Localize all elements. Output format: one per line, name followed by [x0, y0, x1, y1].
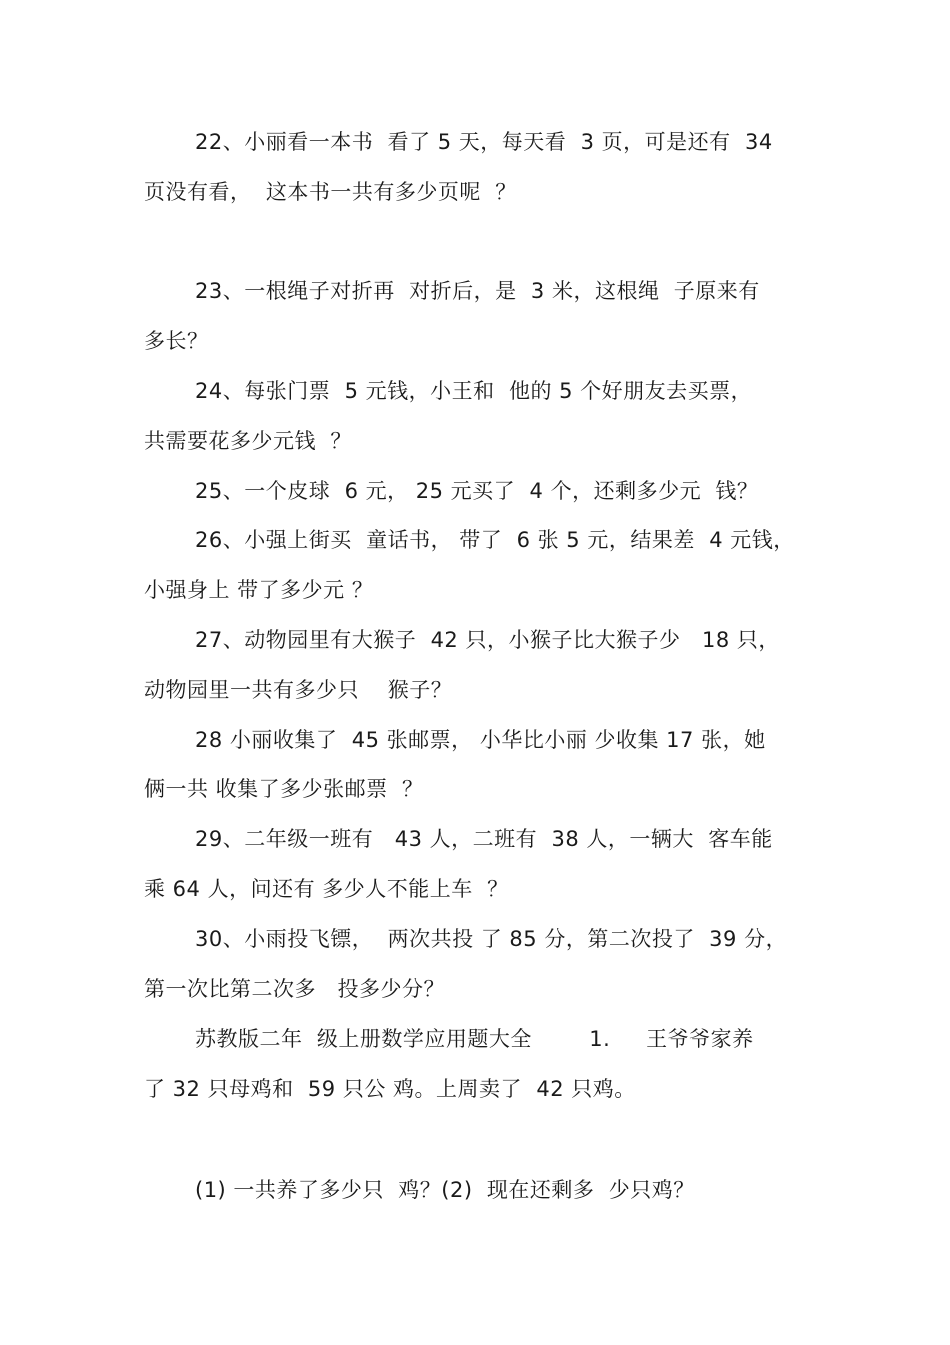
problem-22-line-2: 页没有看， 这本书一共有多少页呢 ？ — [144, 180, 517, 204]
problem-27-line-1: 27、动物园里有大猴子 42 只，小猴子比大猴子少 18 只， — [195, 628, 780, 652]
problem-30-line-1: 30、小雨投飞镖， 两次共投 了 85 分，第二次投了 39 分， — [195, 927, 788, 951]
problem-24-line-1: 24、每张门票 5 元钱，小王和 他的 5 个好朋友去买票， — [195, 379, 753, 403]
problem-30-line-2: 第一次比第二次多 投多少分？ — [144, 977, 446, 1001]
sub-questions-line: (1) 一共养了多少只 鸡？(2) 现在还剩多 少只鸡？ — [195, 1178, 695, 1202]
problem-23-line-1: 23、一根绳子对折再 对折后，是 3 米，这根绳 子原来有 — [195, 279, 760, 303]
problem-28-line-1: 28 小丽收集了 45 张邮票， 小华比小丽 少收集 17 张，她 — [195, 728, 766, 752]
problem-24-line-2: 共需要花多少元钱 ？ — [144, 429, 352, 453]
problem-29-line-2: 乘 64 人，问还有 多少人不能上车 ？ — [144, 877, 509, 901]
problem-29-line-1: 29、二年级一班有 43 人，二班有 38 人，一辆大 客车能 — [195, 827, 773, 851]
problem-28-line-2: 俩一共 收集了多少张邮票 ？ — [144, 777, 424, 801]
problem-26-line-1: 26、小强上街买 童话书， 带了 6 张 5 元，结果差 4 元钱， — [195, 528, 795, 552]
problem-25-line-1: 25、一个皮球 6 元， 25 元买了 4 个，还剩多少元 钱？ — [195, 479, 759, 503]
section-heading-line-2: 了 32 只母鸡和 59 只公 鸡。上周卖了 42 只鸡。 — [144, 1077, 636, 1101]
problem-27-line-2: 动物园里一共有多少只 猴子？ — [144, 678, 453, 702]
problem-23-line-2: 多长？ — [144, 329, 209, 353]
problem-22-line-1: 22、小丽看一本书 看了 5 天，每天看 3 页，可是还有 34 — [195, 130, 773, 154]
section-heading-line-1: 苏教版二年 级上册数学应用题大全 1. 王爷爷家养 — [195, 1027, 754, 1051]
problem-26-line-2: 小强身上 带了多少元 ？ — [144, 578, 374, 602]
